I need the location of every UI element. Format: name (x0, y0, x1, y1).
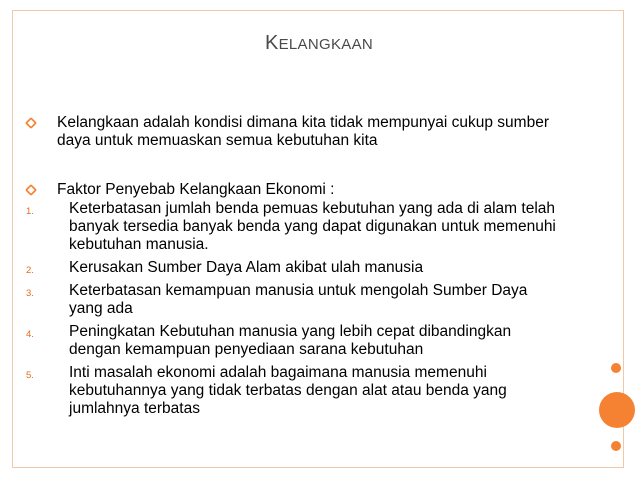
list-item (26, 259, 586, 277)
list-item (26, 364, 586, 418)
list-item (26, 282, 586, 318)
bullet-text: Kelangkaan adalah kondisi dimana kita tidak mempunyai cukup sumber daya untuk memuaskan semua kebutuhan kita (57, 114, 549, 149)
decorative-dot-bottom (611, 441, 621, 451)
list-item-text: Peningkatan Kebutuhan manusia yang lebih cepat dibandingkan dengan kemampuan penyediaan sarana kebutuhan (69, 323, 512, 358)
list-item-text: Keterbatasan jumlah benda pemuas kebutuhan yang ada di alam telah banyak tersedia banyak benda yang dapat digunakan untuk memenuhi kebutuhan manusia. (69, 200, 556, 253)
bullet-text: Faktor Penyebab Kelangkaan Ekonomi : (57, 181, 335, 198)
decorative-dot-top (611, 363, 621, 373)
list-item-text: Keterbatasan kemampuan manusia untuk mengolah Sumber Daya yang ada (69, 282, 528, 317)
list-number: 4. (26, 329, 34, 340)
list-item (26, 200, 586, 254)
decorative-circle (599, 392, 635, 428)
list-number: 3. (26, 288, 34, 299)
title-rest: ELANGKAAN (278, 36, 374, 53)
list-item-text: Inti masalah ekonomi adalah bagaimana manusia memenuhi kebutuhannya yang tidak terbatas dengan alat atau benda yang jumlahnya terbatas (69, 364, 507, 417)
numbered-list (26, 200, 586, 423)
list-number: 5. (26, 370, 34, 381)
list-number: 1. (26, 206, 34, 217)
list-item-text: Kerusakan Sumber Daya Alam akibat ulah manusia (69, 259, 424, 276)
title-initial: K (264, 32, 279, 54)
list-item (26, 323, 586, 359)
list-number: 2. (26, 265, 34, 276)
slide-title (0, 32, 638, 55)
